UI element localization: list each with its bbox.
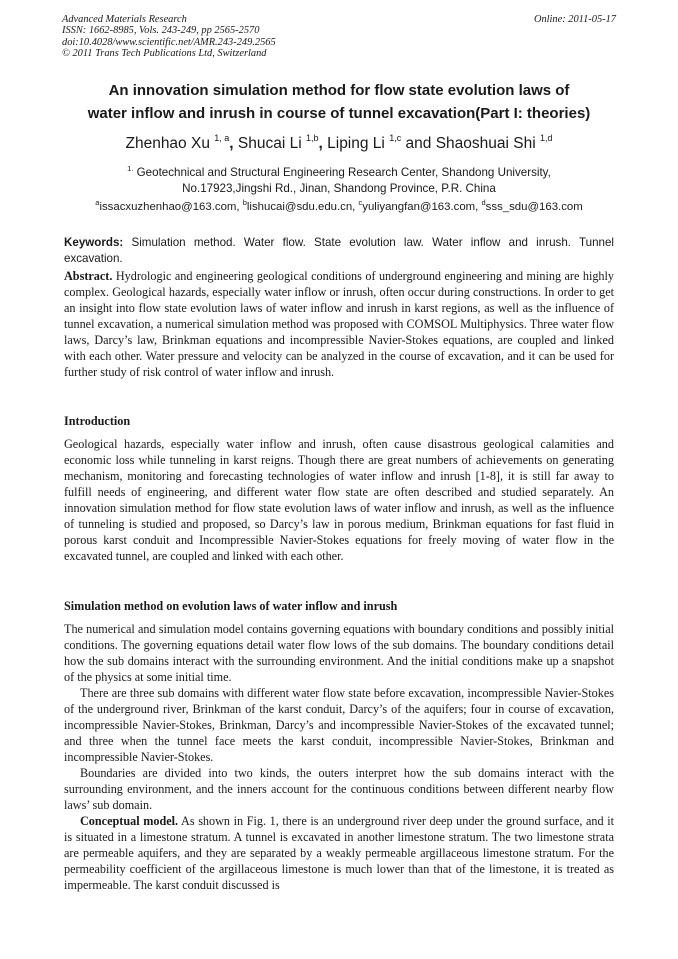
email-sup: c: [358, 198, 363, 207]
keywords-label: Keywords:: [64, 236, 124, 249]
email-sup: d: [481, 198, 486, 207]
sim-section: [64, 621, 614, 893]
intro-heading: Introduction: [64, 414, 131, 428]
copyright-line: © 2011 Trans Tech Publications Ltd, Switzerland: [62, 47, 267, 59]
title-line-1: An innovation simulation method for flow state evolution laws of: [108, 82, 570, 99]
journal-header: [62, 14, 276, 59]
author-name: Shucai Li: [237, 135, 302, 152]
journal-name: Advanced Materials Research: [62, 14, 187, 25]
email-address: issacxuzhenhao@163.com,: [99, 201, 240, 213]
author-and: and: [405, 135, 432, 152]
sim-paragraph-1: The numerical and simulation model contains governing equations with boundary conditions and possibly initial conditions. The governing equations detail water flow lows of the sub domains. The boundary conditions detail how the sub domains interact with the surrounding environment. And the initial conditions make up a snapshot of the physics at some initial time.: [64, 622, 614, 684]
author-name: Liping Li: [327, 135, 385, 152]
author-list: Zhenhao Xu $^{1, a}$, Shucai Li $^{1,b}$, Liping Li $^{1,c}$ and Shaoshuai Shi $^{1,d}$: [125, 133, 553, 152]
author-sup: 1,b: [305, 133, 319, 143]
doi-line: doi:10.4028/www.scientific.net/AMR.243-249.2565: [62, 36, 276, 48]
sim-paragraph-2: There are three sub domains with different water flow state before excavation, incompressible Navier-Stokes of the underground river, Brinkman of the karst conduit, Darcy’s of the aquifers; four in course of excavation, incompressible Navier-Stokes, Brinkman, Darcy’s and incompressible Navier-Stokes of the excavated tunnel; and three when the tunnel face meets the karst conduit, incompressible Navier-Stokes, Brinkman and incompressible Navier-Stokes.: [64, 686, 614, 764]
affiliation-sup: 1.: [127, 164, 134, 173]
author-sup: 1, a: [214, 133, 230, 143]
conceptual-model-label: Conceptual model.: [80, 814, 179, 828]
email-sup: a: [95, 198, 100, 207]
affiliation-line-1: Geotechnical and Structural Engineering Research Center, Shandong University,: [136, 166, 551, 179]
email-sup: b: [242, 198, 247, 207]
sim-paragraph-4: [64, 813, 614, 893]
abstract-text: Hydrologic and engineering geological conditions of underground engineering and mining are highly complex. Geological hazards, especially water inflow or inrush, often occur during constructions. In order to get an insight into flow state evolution laws of water inflow and inrush in karst regions, as well as the influence of tunnel excavation, a numerical simulation method was proposed with COMSOL Multiphysics. Three water flow laws, Darcy’s law, Brinkman equations and incompressible Navier-Stokes equations, are coupled and linked with each other. Water pressure and velocity can be analyzed in the course of excavation, and it can be used for further study of risk control of water inflow and inrush.: [64, 269, 614, 379]
online-date: Online: 2011-05-17: [533, 14, 616, 25]
author-sup: 1,c: [389, 133, 402, 143]
conceptual-model-text: As shown in Fig. 1, there is an underground river deep under the ground surface, and it is situated in a limestone stratum. A tunnel is excavated in another limestone stratum. The two limestone strata are permeable aquifers, and they are separated by a weakly permeable argillaceous limestone stratum. For the permeability coefficient of the argillaceous limestone is much lower than that of the limestone, it is treated as impermeable. The karst conduit discussed is: [64, 814, 615, 892]
author-name: Zhenhao Xu: [125, 135, 210, 152]
abstract: [64, 268, 614, 380]
title-line-2: water inflow and inrush in course of tunnel excavation(Part I: theories): [87, 105, 591, 122]
email-address: lishucai@sdu.edu.cn,: [246, 201, 356, 213]
affiliation-line-2: No.17923,Jingshi Rd., Jinan, Shandong Province, P.R. China: [182, 181, 496, 195]
abstract-label: Abstract.: [64, 269, 113, 283]
email-address: sss_sdu@163.com: [485, 201, 583, 213]
author-name: Shaoshuai Shi: [435, 135, 536, 152]
affiliation: [80, 161, 598, 196]
email-address: yuliyangfan@163.com,: [362, 201, 479, 213]
sim-paragraph-3: Boundaries are divided into two kinds, the outers interpret how the sub domains interact with the surrounding environment, and the inners account for the continuous conditions between different nearby flow laws’ sub domain.: [64, 766, 614, 812]
sim-heading: Simulation method on evolution laws of water inflow and inrush: [64, 599, 398, 613]
keywords: [64, 235, 614, 266]
author-sup: 1,d: [539, 133, 553, 143]
paper-title: [40, 79, 638, 125]
keywords-text: Simulation method. Water flow. State evolution law. Water inflow and inrush. Tunnel excavation.: [64, 236, 614, 265]
intro-paragraph: Geological hazards, especially water inflow and inrush, often cause disastrous geological calamities and economic loss while tunneling in karst reigns. Though there are great numbers of achievements on generating mechanism, monitoring and forecasting technologies of water inflow and inrush [1-8], it is still far away to fulfill needs of engineering, and different water flow state are often described and studied separately. An innovation simulation method for flow state evolution laws of water inflow and inrush, as well as the influence of tunneling is studied and proposed, so Darcy’s law in porous medium, Brinkman equations for fast fluid in porous karst conduit and Incompressible Navier-Stokes equations for freely moving of water flow in the excavated tunnel, are coupled and linked with each other.: [64, 437, 614, 563]
email-list: [40, 198, 638, 213]
issn-line: ISSN: 1662-8985, Vols. 243-249, pp 2565-2570: [62, 25, 260, 37]
